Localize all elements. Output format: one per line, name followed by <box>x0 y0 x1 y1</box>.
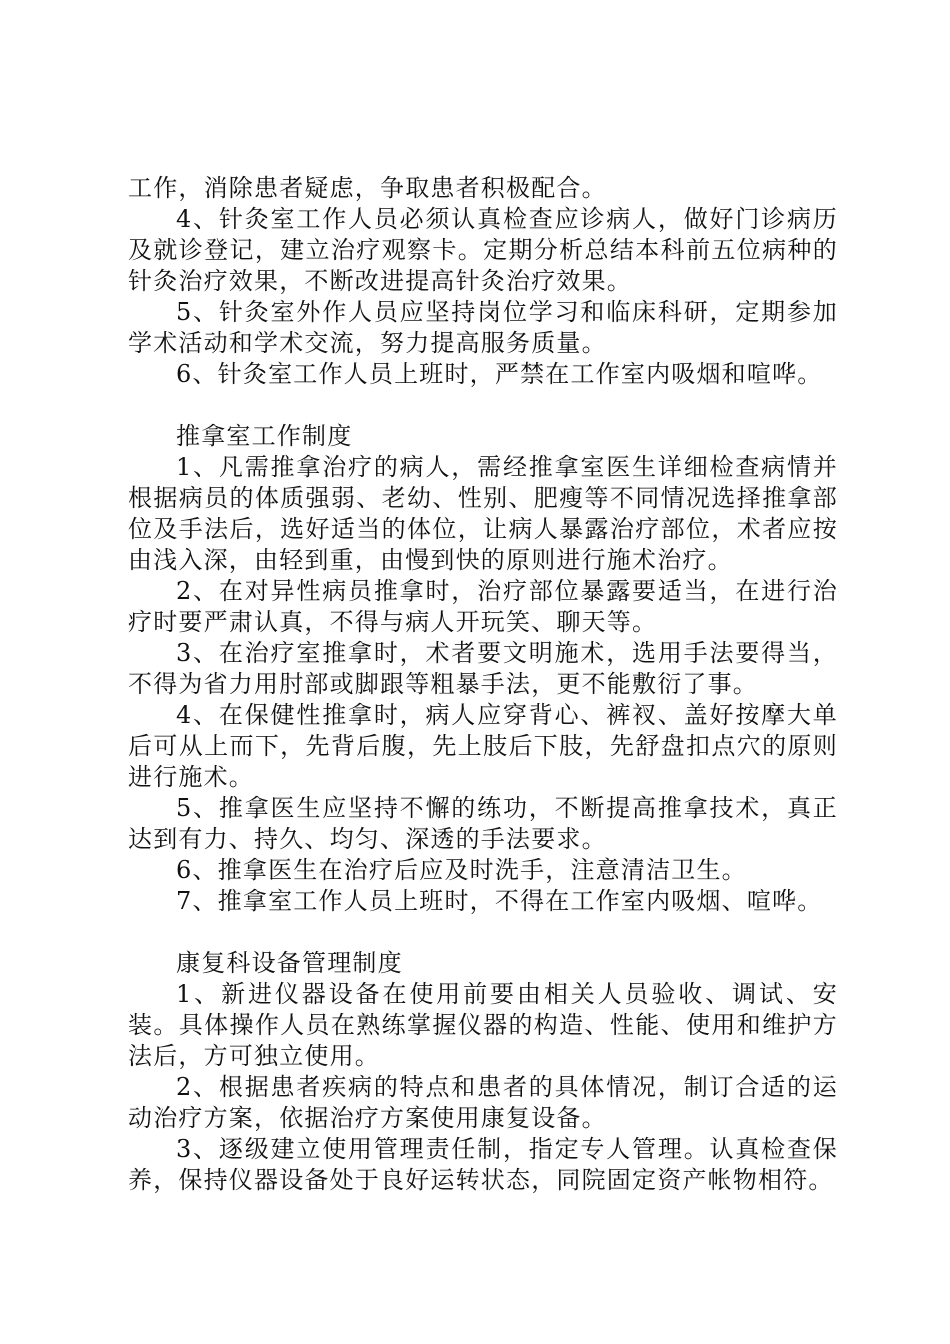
acupuncture-rule-5: 5、针灸室外作人员应坚持岗位学习和临床科研，定期参加学术活动和学术交流，努力提高服务质量。 <box>128 298 838 357</box>
massage-rule-7: 7、推拿室工作人员上班时，不得在工作室内吸烟、喧哗。 <box>176 887 823 915</box>
paragraph-continuation: 工作，消除患者疑虑，争取患者积极配合。 <box>128 174 607 202</box>
equipment-rule-3: 3、逐级建立使用管理责任制，指定专人管理。认真检查保养，保持仪器设备处于良好运转状态，同院固定资产帐物相符。 <box>128 1135 838 1194</box>
section-title-massage: 推拿室工作制度 <box>176 422 353 450</box>
acupuncture-rule-6: 6、针灸室工作人员上班时，严禁在工作室内吸烟和喧哗。 <box>176 360 823 388</box>
section-gap <box>128 390 838 421</box>
massage-rule-5: 5、推拿医生应坚持不懈的练功，不断提高推拿技术，真正达到有力、持久、均匀、深透的手法要求。 <box>128 794 838 853</box>
acupuncture-rule-4: 4、针灸室工作人员必须认真检查应诊病人，做好门诊病历及就诊登记，建立治疗观察卡。定期分析总结本科前五位病种的针灸治疗效果，不断改进提高针灸治疗效果。 <box>128 205 838 295</box>
massage-rule-6: 6、推拿医生在治疗后应及时洗手，注意清洁卫生。 <box>176 856 747 884</box>
document-page <box>128 173 838 1196</box>
massage-rule-3: 3、在治疗室推拿时，术者要文明施术，选用手法要得当，不得为省力用肘部或脚跟等粗暴手法，更不能敷衍了事。 <box>128 639 838 698</box>
equipment-rule-1: 1、新进仪器设备在使用前要由相关人员验收、调试、安装。具体操作人员在熟练掌握仪器的构造、性能、使用和维护方法后，方可独立使用。 <box>128 980 838 1070</box>
massage-rule-2: 2、在对异性病员推拿时，治疗部位暴露要适当，在进行治疗时要严肃认真，不得与病人开玩笑、聊天等。 <box>128 577 838 636</box>
section-title-equipment: 康复科设备管理制度 <box>176 949 403 977</box>
equipment-rule-2: 2、根据患者疾病的特点和患者的具体情况，制订合适的运动治疗方案，依据治疗方案使用康复设备。 <box>128 1073 838 1132</box>
section-gap <box>128 917 838 948</box>
massage-rule-4: 4、在保健性推拿时，病人应穿背心、裤衩、盖好按摩大单后可从上而下，先背后腹，先上肢后下肢，先舒盘扣点穴的原则进行施术。 <box>128 701 838 791</box>
massage-rule-1: 1、凡需推拿治疗的病人，需经推拿室医生详细检查病情并根据病员的体质强弱、老幼、性别、肥瘦等不同情况选择推拿部位及手法后，选好适当的体位，让病人暴露治疗部位，术者应按由浅入深，由轻到重，由慢到快的原则进行施术治疗。 <box>128 453 838 574</box>
